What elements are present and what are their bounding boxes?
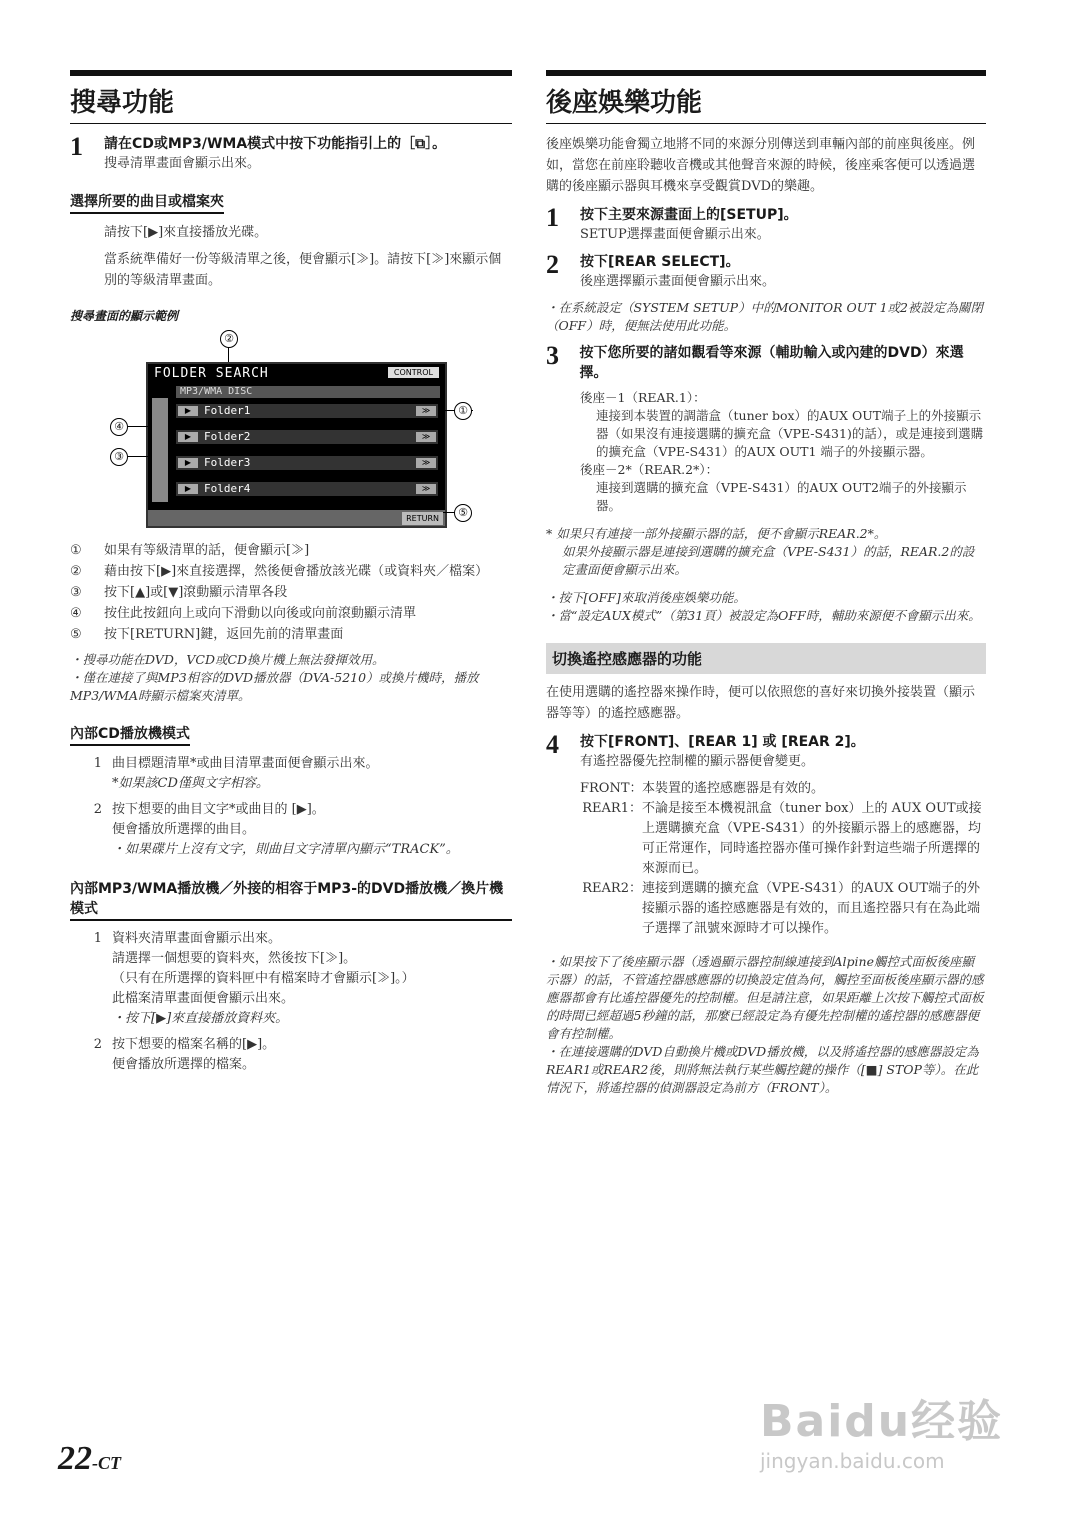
definition-list xyxy=(546,779,986,939)
play-icon[interactable]: ▶ xyxy=(178,458,198,468)
step-number: 4 xyxy=(546,730,559,759)
step-4-front-rear xyxy=(546,732,986,771)
callout-4-icon: ④ xyxy=(110,418,128,436)
step-1-search xyxy=(70,134,512,173)
step-number: 2 xyxy=(546,250,559,279)
play-icon[interactable]: ▶ xyxy=(178,432,198,442)
step-heading: 請在CD或MP3/WMA模式中按下功能指引上的［⧉］。 xyxy=(104,136,447,152)
paragraph: 當系統準備好一份等級清單之後，便會顯示[≫]。請按下[≫]來顯示個別的等級清單畫面。 xyxy=(104,252,502,288)
page-number: 22-CT xyxy=(58,1440,121,1477)
note: ・搜尋功能在DVD，VCD或CD換片機上無法發揮效用。 xyxy=(70,652,385,667)
note: ・在連接選購的DVD自動換片機或DVD播放機，以及將遙控器的感應器設定為REAR1或REAR2後，則將無法執行某些觸控鍵的操作（[■] STOP等）。在此情況下，將遙控器的偵測器設定為前方（FRONT）。 xyxy=(546,1044,979,1095)
more-icon[interactable]: ≫ xyxy=(416,458,436,468)
folder-row[interactable] xyxy=(176,430,438,444)
list-item: 1 曲目標題清單*或曲目清單畫面便會顯示出來。 *如果該CD僅與文字相容。 xyxy=(93,756,379,791)
subheading-mp3-mode: 內部MP3/WMA播放機／外接的相容于MP3-的DVD播放機／換片機模式 xyxy=(70,878,512,921)
search-screen-figure xyxy=(110,330,470,530)
section-heading-remote-sensor: 切換遙控感應器的功能 xyxy=(546,643,986,674)
subheading-internal-cd: 內部CD播放機模式 xyxy=(70,723,190,746)
folder-name: Folder1 xyxy=(204,404,251,417)
folder-name: Folder2 xyxy=(204,430,251,443)
note: ・如果按下了後座顯示器（透過顯示器控制線連接到Alpine觸控式面板後座顯示器）的話，不管遙控器感應器的切換設定值為何，觸控至面板後座顯示器的感應器都會有比遙控器優先的控制權。但是請注意，如果距離上次按下觸控式面板的時間已經超過5秒鐘的話，那麼已經設定為有優先控制權的遙控器的感應器便會有控制權。 xyxy=(546,954,984,1041)
step-subtext: 後座選擇顯示畫面便會顯示出來。 xyxy=(580,274,776,289)
screen-bottom-bar xyxy=(148,510,445,526)
note: * 如果只有連接一部外接顯示器的話，便不會顯示REAR.2*。 xyxy=(546,526,887,541)
baidu-watermark: Baidu经验 jingyan.baidu.com xyxy=(760,1396,1004,1473)
figure-caption: 搜尋畫面的顯示範例 xyxy=(70,309,179,323)
folder-row[interactable] xyxy=(176,456,438,470)
def-item: FRONT： 本裝置的遙控感應器是有效的。 xyxy=(580,781,825,796)
step-number: 1 xyxy=(546,203,559,232)
list-item: 2 按下想要的曲目文字*或曲目的 [▶]。 便會播放所選擇的曲目。 ・如果碟片上沒有文字，則曲目文字清單內顯示“TRACK”。 xyxy=(93,802,459,857)
folder-name: Folder3 xyxy=(204,456,251,469)
disc-label: MP3/WMA DISC xyxy=(176,386,440,398)
left-column xyxy=(70,70,512,1075)
intro-paragraph: 後座娛樂功能會獨立地將不同的來源分別傳送到車輛內部的前座與後座。例如，當您在前座聆聽收音機或其他聲音來源的時候，後座乘客便可以透過選購的後座顯示器與耳機來享受觀賞DVD的樂趣。 xyxy=(546,137,976,194)
play-icon[interactable]: ▶ xyxy=(178,406,198,416)
note: ・在系統設定（SYSTEM SETUP）中的MONITOR OUT 1或2被設定為關閉（OFF）時，便無法使用此功能。 xyxy=(546,300,983,333)
step-number: 3 xyxy=(546,341,559,370)
step-subtext: SETUP選擇畫面便會顯示出來。 xyxy=(580,227,770,242)
step-number: 1 xyxy=(70,132,83,161)
def-item: REAR2： 連接到選購的擴充盒（VPE-S431）的AUX OUT端子的外接顯示器的遙控感應器是有效的，而且遙控器只有在為此端子選擇了訊號來源時才可以操作。 xyxy=(582,881,981,936)
rear2-label: 後座－2*（REAR.2*）： xyxy=(580,462,719,477)
step-2-rear-select xyxy=(546,252,986,291)
rear1-label: 後座－1（REAR.1）： xyxy=(580,390,706,405)
more-icon[interactable]: ≫ xyxy=(416,432,436,442)
note: ・當“設定AUX模式”（第31頁）被設定為OFF時，輔助來源便不會顯示出來。 xyxy=(546,608,981,623)
step-heading: 按下[FRONT]、[REAR 1] 或 [REAR 2]。 xyxy=(580,734,865,750)
note: ・僅在連接了與MP3相容的DVD播放器（DVA-5210）或換片機時，播放MP3/WMA時顯示檔案夾清單。 xyxy=(70,670,479,703)
callout-5-icon: ⑤ xyxy=(454,504,472,522)
leader-line xyxy=(128,456,150,457)
step-3-choose-source xyxy=(546,343,986,383)
callout-item: ① 如果有等級清單的話，便會顯示[≫] xyxy=(70,543,310,558)
screen-title: FOLDER SEARCH xyxy=(154,366,269,381)
paragraph: 請按下[▶]來直接播放光碟。 xyxy=(104,225,268,240)
section-title-rear-entertainment: 後座娛樂功能 xyxy=(546,70,986,124)
list-item: 1 資料夾清單畫面會顯示出來。 請選擇一個想要的資料夾，然後按下[≫]。 （只有在所選擇的資料匣中有檔案時才會顯示[≫]。） 此檔案清單畫面便會顯示出來。 ・按下[▶]來直接播放資料夾。 xyxy=(93,931,415,1026)
callout-1-icon: ① xyxy=(454,402,472,420)
rear1-desc: 連接到本裝置的調諧盒（tuner box）的AUX OUT端子上的外接顯示器（如果沒有連接選購的擴充盒（VPE-S431)的話），或是連接到選購的擴充盒（VPE-S431）的AUX OUT1 端子的外接顯示器。 xyxy=(596,408,984,459)
callout-item: ② 藉由按下[▶]來直接選擇，然後便會播放該光碟（或資料夾／檔案） xyxy=(70,564,489,579)
section-title-search: 搜尋功能 xyxy=(70,70,512,124)
step-subtext: 有遙控器優先控制權的顯示器便會變更。 xyxy=(580,754,815,769)
step-1-setup xyxy=(546,205,986,244)
right-column xyxy=(546,70,986,1097)
more-icon[interactable]: ≫ xyxy=(416,484,436,494)
note: ・按下[OFF]來取消後座娛樂功能。 xyxy=(546,590,746,605)
step-heading: 按下主要來源畫面上的[SETUP]。 xyxy=(580,207,798,223)
callout-3-icon: ③ xyxy=(110,448,128,466)
callout-item: ③ 按下[▲]或[▼]滾動顯示清單各段 xyxy=(70,585,288,600)
step-subtext: 搜尋清單畫面會顯示出來。 xyxy=(104,156,261,171)
list-item: 2 按下想要的檔案名稱的[▶]。 便會播放所選擇的檔案。 xyxy=(93,1037,276,1072)
step-heading: 按下您所要的諸如觀看等來源（輔助輸入或內建的DVD）來選擇。 xyxy=(579,345,964,381)
more-icon[interactable]: ≫ xyxy=(416,406,436,416)
scrollbar[interactable] xyxy=(152,398,168,502)
rear2-desc: 連接到選購的擴充盒（VPE-S431）的AUX OUT2端子的外接顯示器。 xyxy=(596,480,967,513)
callout-list xyxy=(70,540,512,645)
subheading-select-track: 選擇所要的曲目或檔案夾 xyxy=(70,191,224,214)
def-item: REAR1： 不論是接至本機視訊盒（tuner box）上的 AUX OUT或接上選購擴充盒（VPE-S431）的外接顯示器上的感應器，均可正常運作，同時遙控器亦僅可操作針對這些端子所選擇的來源而已。 xyxy=(582,801,982,876)
callout-item: ④ 按住此按鈕向上或向下滑動以向後或向前滾動顯示清單 xyxy=(70,606,417,621)
numbered-list xyxy=(70,754,512,860)
folder-row[interactable] xyxy=(176,404,438,418)
callout-2-icon: ② xyxy=(220,330,238,348)
folder-name: Folder4 xyxy=(204,482,251,495)
return-button[interactable]: RETURN xyxy=(402,512,443,525)
leader-line xyxy=(128,426,150,427)
paragraph: 在使用選購的遙控器來操作時，便可以依照您的喜好來切換外接裝置（顯示器等等）的遙控感應器。 xyxy=(546,685,976,721)
step-heading: 按下[REAR SELECT]。 xyxy=(580,254,740,270)
folder-search-screen xyxy=(146,362,447,528)
numbered-list xyxy=(70,929,512,1075)
play-icon[interactable]: ▶ xyxy=(178,484,198,494)
control-button[interactable]: CONTROL xyxy=(388,367,439,378)
note: 如果外接顯示器是連接到選購的擴充盒（VPE-S431）的話，REAR.2的設定畫面便會顯示出來。 xyxy=(562,544,975,577)
callout-item: ⑤ 按下[RETURN]鍵，返回先前的清單畫面 xyxy=(70,627,344,642)
folder-row[interactable] xyxy=(176,482,438,496)
